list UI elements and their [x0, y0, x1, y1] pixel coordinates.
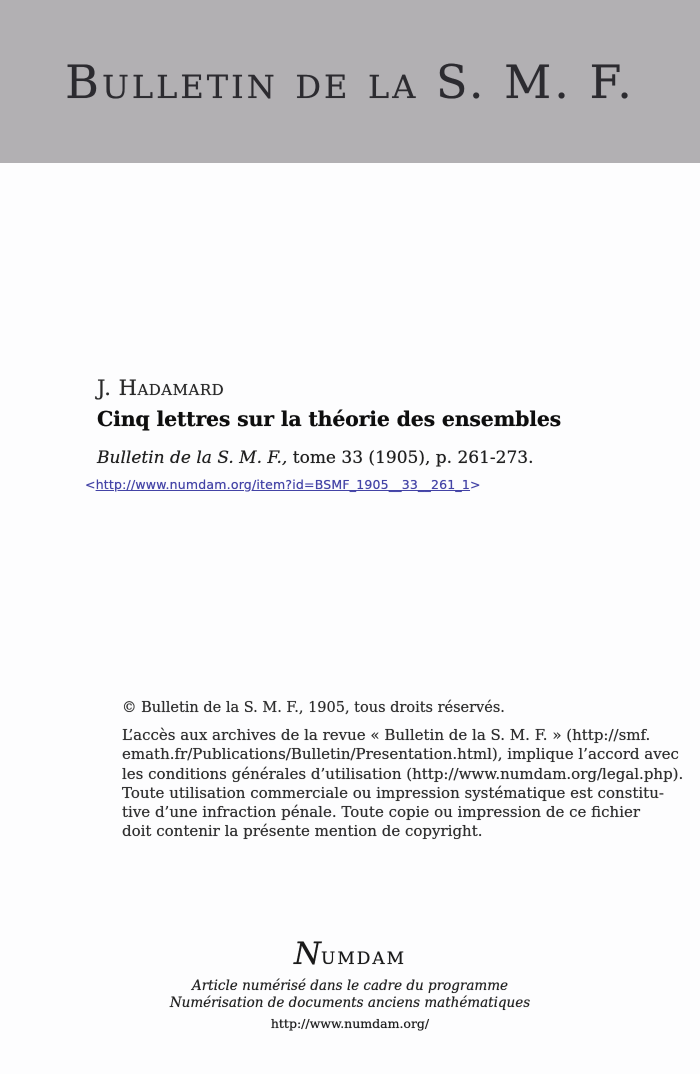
journal-banner — [0, 0, 700, 163]
legal-paragraph — [122, 726, 684, 842]
article-url-link[interactable]: http://www.numdam.org/item?id=BSMF_1905__33__261_1 — [95, 477, 471, 492]
copyright-block — [122, 699, 684, 842]
numdam-logo-initial: N — [293, 936, 322, 972]
copyright-notice: © Bulletin de la S. M. F., 1905, tous droits réservés. — [122, 700, 505, 716]
url-open-bracket: < — [85, 477, 96, 492]
journal-banner-title: Bulletin de la S. M. F. — [65, 54, 635, 109]
legal-line: doit contenir la présente mention de copyright. — [122, 822, 483, 841]
article-reference — [97, 448, 617, 468]
article-title: Cinq lettres sur la théorie des ensembles — [97, 407, 562, 431]
colophon-line-1: Article numérisé dans le cadre du programme — [191, 978, 509, 994]
numdam-logo-rest: umdam — [321, 942, 407, 970]
legal-line: les conditions générales d’utilisation (http://www.numdam.org/legal.php). — [122, 764, 684, 783]
url-close-bracket: > — [470, 477, 481, 492]
reference-journal-name: Bulletin de la S. M. F., — [97, 448, 288, 468]
reference-volume-pages: tome 33 (1905), p. 261-273. — [287, 448, 534, 468]
legal-line: L’accès aux archives de la revue « Bulletin de la S. M. F. » (http://smf. — [122, 726, 651, 744]
article-url-line — [85, 477, 617, 492]
legal-line: tive d’une infraction pénale. Toute copie ou impression de ce fichier — [122, 803, 641, 822]
colophon-line-2: Numérisation de documents anciens mathématiques — [169, 994, 531, 1011]
numdam-url-link[interactable]: http://www.numdam.org/ — [270, 1016, 430, 1031]
numdam-colophon — [0, 936, 700, 1031]
legal-line: Toute utilisation commerciale ou impression systématique est constitu- — [122, 783, 664, 802]
article-author: J. Hadamard — [97, 376, 225, 400]
numdam-logo — [0, 936, 700, 972]
article-info — [85, 376, 617, 492]
legal-line: emath.fr/Publications/Bulletin/Presentation.html), implique l’accord avec — [122, 745, 679, 764]
